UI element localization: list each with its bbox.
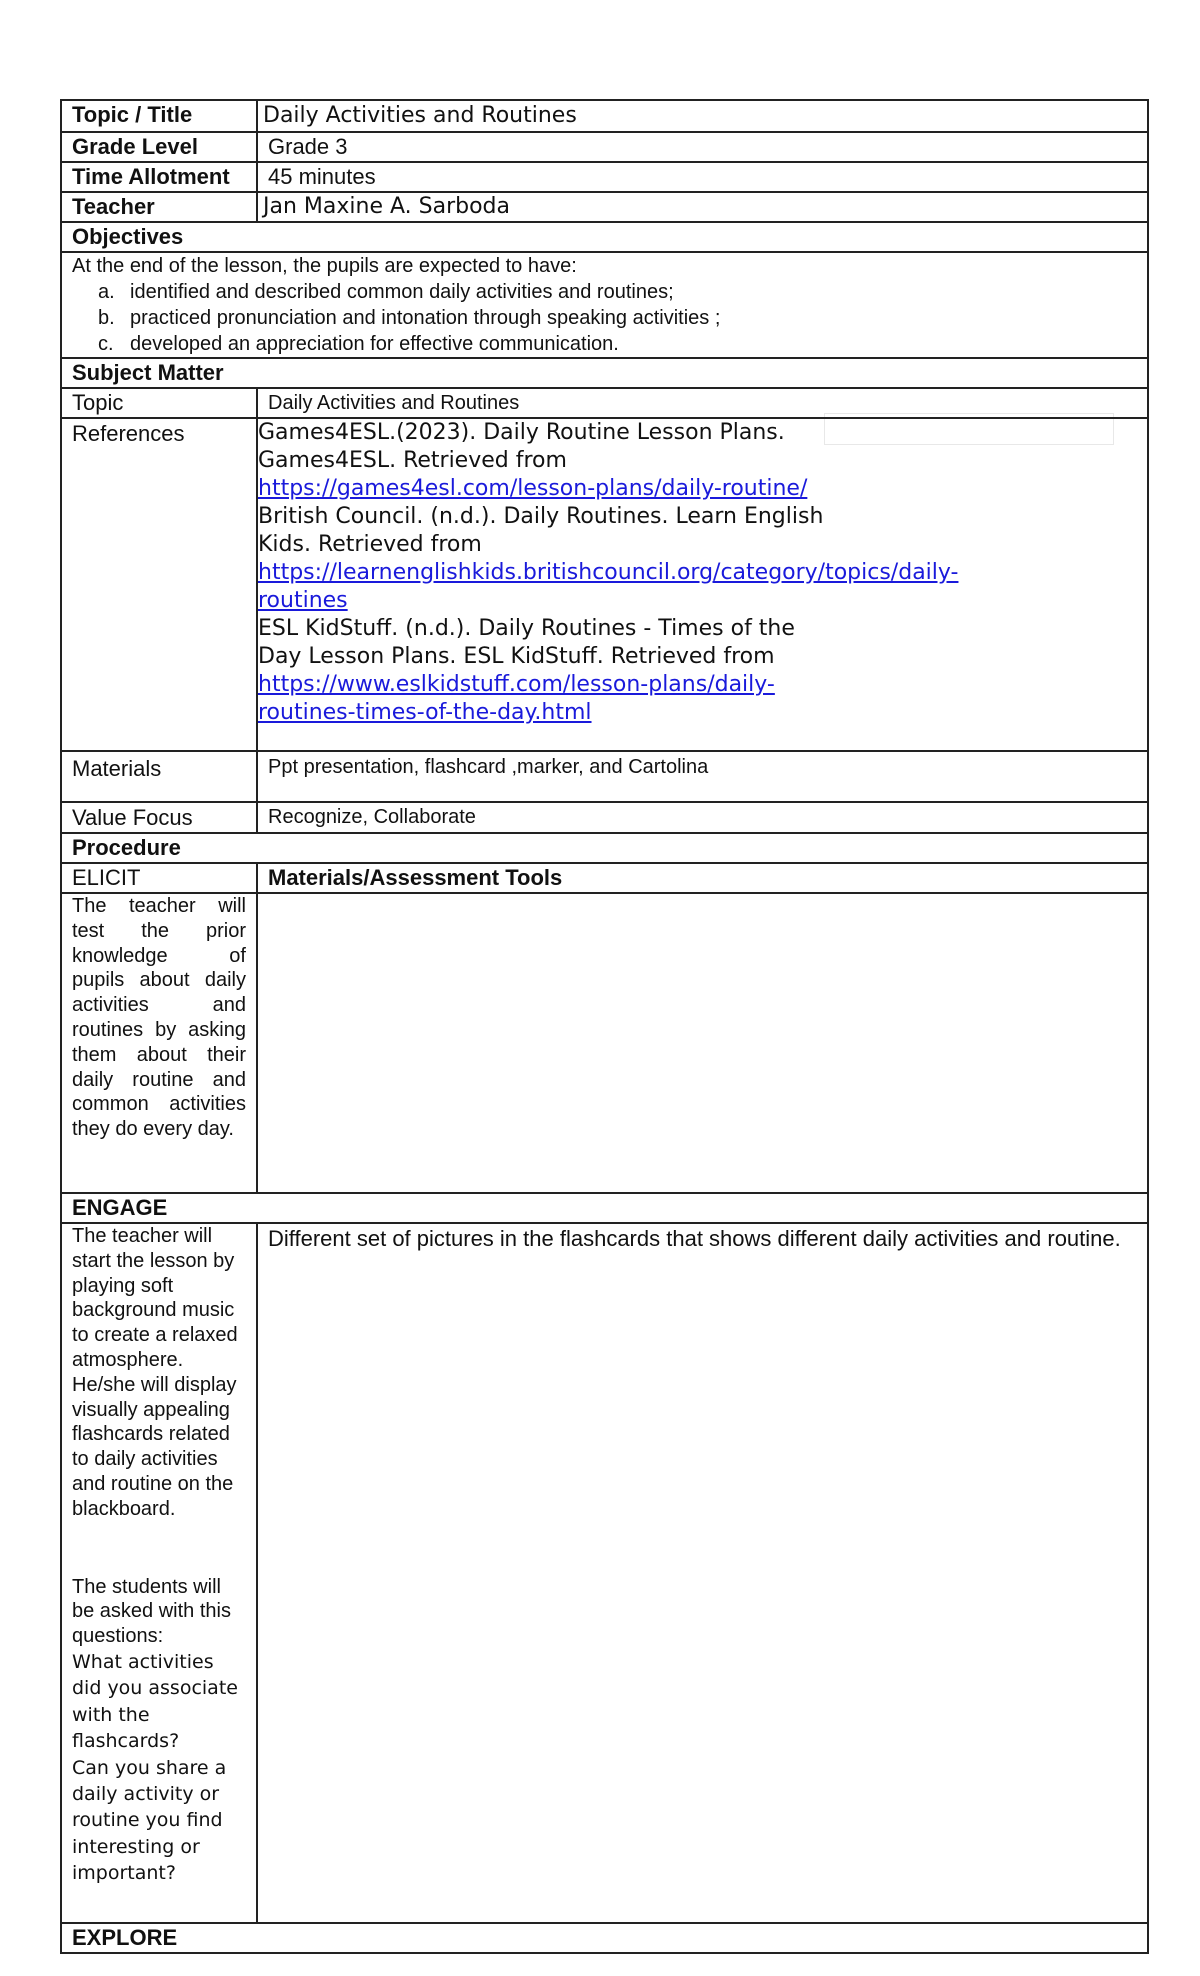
objectives-list [72, 279, 1137, 357]
reference-entry [258, 503, 959, 615]
reference-entry [258, 419, 833, 503]
value-focus-value: Recognize, Collaborate [257, 802, 1148, 833]
objective-text: identified and described common daily activities and routines; [130, 281, 674, 303]
objective-item [98, 331, 1137, 357]
grade-label: Grade Level [61, 132, 257, 162]
objectives-body-row [61, 252, 1148, 358]
engage-body-row [61, 1223, 1148, 1923]
teacher-label: Teacher [61, 192, 257, 222]
engage-question: Can you share a daily activity or routine you find interesting or important? [72, 1756, 227, 1885]
subject-matter-heading-row [61, 358, 1148, 388]
topic-label: Topic / Title [61, 100, 257, 132]
teacher-row [61, 192, 1148, 222]
time-value: 45 minutes [257, 162, 1148, 192]
engage-cell [61, 1223, 257, 1923]
engage-heading-row [61, 1193, 1148, 1223]
engage-label: ENGAGE [61, 1193, 1148, 1223]
engage-text: The teacher will start the lesson by playing soft background music to create a relaxed atmosphere. He/she will display visually appealing flashcards related to daily activities and routine on the blackboard. [72, 1225, 238, 1520]
objectives-heading: Objectives [61, 222, 1148, 252]
time-label: Time Allotment [61, 162, 257, 192]
reference-link[interactable]: https://learnenglishkids.britishcouncil.org/category/topics/daily-routines [258, 560, 959, 613]
grade-value: Grade 3 [257, 132, 1148, 162]
objectives-heading-row [61, 222, 1148, 252]
materials-row [61, 751, 1148, 802]
objectives-body [61, 252, 1148, 358]
grade-row [61, 132, 1148, 162]
explore-heading-row [61, 1923, 1148, 1953]
subject-topic-value: Daily Activities and Routines [257, 388, 1148, 418]
value-focus-row [61, 802, 1148, 833]
subject-matter-heading: Subject Matter [61, 358, 1148, 388]
subject-topic-label: Topic [61, 388, 257, 418]
procedure-heading-row [61, 833, 1148, 863]
subject-topic-row [61, 388, 1148, 418]
objective-marker: a. [98, 281, 115, 303]
lesson-plan-table [60, 99, 1149, 1954]
references-label: References [61, 418, 257, 751]
objectives-intro: At the end of the lesson, the pupils are expected to have: [72, 255, 577, 277]
materials-label: Materials [61, 751, 257, 802]
elicit-label: ELICIT [61, 863, 257, 893]
elicit-tools-cell [257, 893, 1148, 1193]
reference-text: British Council. (n.d.). Daily Routines. Learn English Kids. Retrieved from [258, 504, 824, 557]
teacher-value: Jan Maxine A. Sarboda [257, 192, 1148, 222]
time-row [61, 162, 1148, 192]
tools-label: Materials/Assessment Tools [257, 863, 1148, 893]
reference-link[interactable]: https://games4esl.com/lesson-plans/daily-routine/ [258, 476, 808, 501]
engage-question: What activities did you associate with the flashcards? [72, 1650, 238, 1753]
topic-row [61, 100, 1148, 132]
engage-tools: Different set of pictures in the flashcards that shows different daily activities and routine. [257, 1223, 1148, 1923]
objective-item [98, 305, 1137, 331]
objective-text: developed an appreciation for effective communication. [130, 333, 619, 355]
procedure-heading: Procedure [61, 833, 1148, 863]
references-cell [257, 418, 1148, 751]
reference-entry [258, 615, 833, 727]
objective-marker: c. [98, 333, 114, 355]
topic-value: Daily Activities and Routines [257, 100, 1148, 132]
reference-text: ESL KidStuff. (n.d.). Daily Routines - Times of the Day Lesson Plans. ESL KidStuff. Retrieved from [258, 616, 795, 669]
materials-value: Ppt presentation, flashcard ,marker, and Cartolina [257, 751, 1148, 802]
explore-label: EXPLORE [61, 1923, 1148, 1953]
objective-marker: b. [98, 307, 115, 329]
engage-students: The students will be asked with this questions: [72, 1575, 231, 1648]
elicit-text: The teacher will test the prior knowledge of pupils about daily activities and routines by asking them about their daily routine and common activities they do every day. [61, 893, 257, 1193]
value-focus-label: Value Focus [61, 802, 257, 833]
objective-text: practiced pronunciation and intonation through speaking activities ; [130, 307, 721, 329]
elicit-body-row [61, 893, 1148, 1193]
references-row [61, 418, 1148, 751]
elicit-heading-row [61, 863, 1148, 893]
objective-item [98, 279, 1137, 305]
reference-link[interactable]: https://www.eslkidstuff.com/lesson-plans/daily-routines-times-of-the-day.html [258, 672, 775, 725]
reference-text: Games4ESL.(2023). Daily Routine Lesson Plans. Games4ESL. Retrieved from [258, 420, 785, 473]
